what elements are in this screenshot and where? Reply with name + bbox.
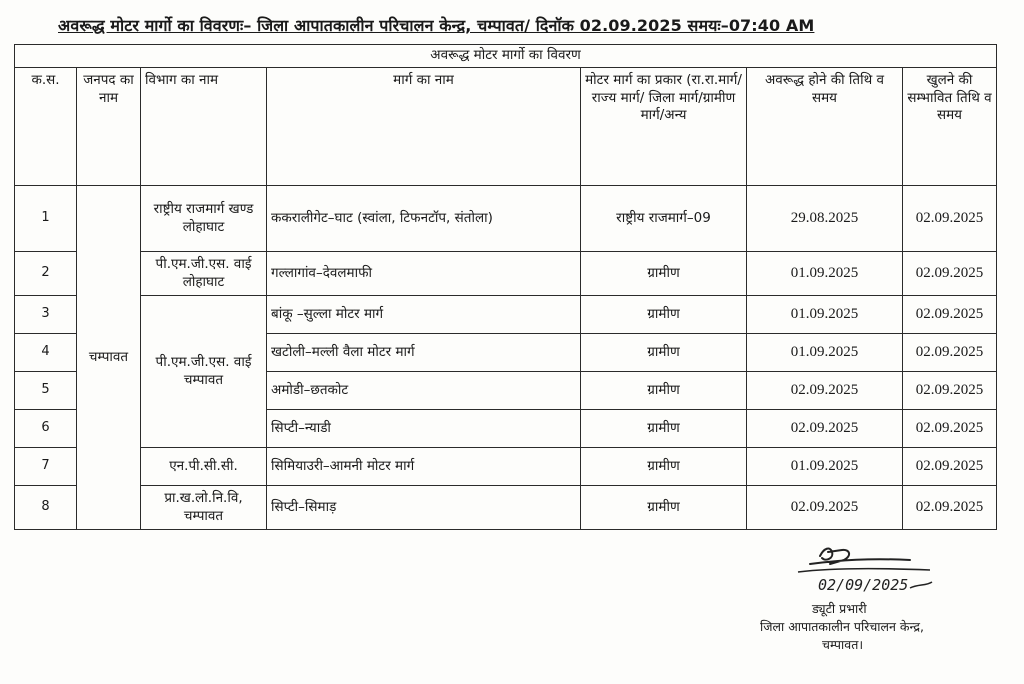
office-place: चम्पावत। bbox=[822, 637, 864, 653]
department-cell: एन.पी.सी.सी. bbox=[141, 448, 267, 486]
road-name-cell: गल्लागांव–देवलमाफी bbox=[267, 252, 581, 296]
road-type-cell: ग्रामीण bbox=[581, 252, 747, 296]
blocked-date-cell: 29.08.2025 bbox=[747, 186, 903, 252]
road-type-cell: ग्रामीण bbox=[581, 486, 747, 530]
road-name-cell: बांकू –सुल्ला मोटर मार्ग bbox=[267, 296, 581, 334]
table-caption: अवरूद्ध मोटर मार्गो का विवरण bbox=[15, 45, 997, 68]
department-cell: पी.एम.जी.एस. वाई लोहाघाट bbox=[141, 252, 267, 296]
district-cell: चम्पावत bbox=[77, 186, 141, 530]
column-header-department: विभाग का नाम bbox=[141, 68, 267, 186]
road-name-cell: सिमियाउरी–आमनी मोटर मार्ग bbox=[267, 448, 581, 486]
opening-date-cell: 02.09.2025 bbox=[903, 296, 997, 334]
page-title: अवरूद्ध मोटर मार्गो का विवरणः– जिला आपातकालीन परिचालन केन्द्र, चम्पावत/ दिनॉक 02.09.2025 समयः–07:40 AM bbox=[58, 16, 815, 35]
table-row bbox=[15, 486, 997, 530]
table-row bbox=[15, 186, 997, 252]
road-name-cell: सिप्टी–न्याडी bbox=[267, 410, 581, 448]
serial-number: 5 bbox=[15, 372, 77, 410]
opening-date-cell: 02.09.2025 bbox=[903, 334, 997, 372]
road-name-cell: खटोली–मल्ली वैला मोटर मार्ग bbox=[267, 334, 581, 372]
serial-number: 1 bbox=[15, 186, 77, 252]
serial-number: 6 bbox=[15, 410, 77, 448]
blocked-date-cell: 02.09.2025 bbox=[747, 410, 903, 448]
opening-date-cell: 02.09.2025 bbox=[903, 372, 997, 410]
department-cell: पी.एम.जी.एस. वाई चम्पावत bbox=[141, 296, 267, 448]
road-type-cell: ग्रामीण bbox=[581, 448, 747, 486]
blocked-date-cell: 01.09.2025 bbox=[747, 252, 903, 296]
road-type-cell: राष्ट्रीय राजमार्ग–09 bbox=[581, 186, 747, 252]
column-header-district: जनपद का नाम bbox=[77, 68, 141, 186]
road-type-cell: ग्रामीण bbox=[581, 296, 747, 334]
serial-number: 7 bbox=[15, 448, 77, 486]
opening-date-cell: 02.09.2025 bbox=[903, 448, 997, 486]
column-header-opening-date: खुलने की सम्भावित तिथि व समय bbox=[903, 68, 997, 186]
blocked-date-cell: 02.09.2025 bbox=[747, 372, 903, 410]
table-row bbox=[15, 296, 997, 334]
opening-date-cell: 02.09.2025 bbox=[903, 486, 997, 530]
table-row bbox=[15, 252, 997, 296]
road-name-cell: ककरालीगेट–घाट (स्वांला, टिफनटॉप, संतोला) bbox=[267, 186, 581, 252]
department-cell: राष्ट्रीय राजमार्ग खण्ड लोहाघाट bbox=[141, 186, 267, 252]
serial-number: 2 bbox=[15, 252, 77, 296]
blocked-date-cell: 02.09.2025 bbox=[747, 486, 903, 530]
blocked-date-cell: 01.09.2025 bbox=[747, 334, 903, 372]
opening-date-cell: 02.09.2025 bbox=[903, 252, 997, 296]
signature-block bbox=[760, 600, 960, 654]
column-header-road-type: मोटर मार्ग का प्रकार (रा.रा.मार्ग/राज्य मार्ग/ जिला मार्ग/ग्रामीण मार्ग/अन्य bbox=[581, 68, 747, 186]
office-name: जिला आपातकालीन परिचालन केन्द्र, bbox=[760, 619, 924, 635]
designation: ड्यूटी प्रभारी bbox=[812, 601, 867, 616]
serial-number: 4 bbox=[15, 334, 77, 372]
column-header-serial: क.स. bbox=[15, 68, 77, 186]
table-row bbox=[15, 448, 997, 486]
serial-number: 3 bbox=[15, 296, 77, 334]
opening-date-cell: 02.09.2025 bbox=[903, 410, 997, 448]
signature-date: 02/09/2025 bbox=[818, 576, 909, 594]
road-name-cell: अमोडी–छतकोट bbox=[267, 372, 581, 410]
blocked-roads-table bbox=[14, 44, 997, 530]
road-name-cell: सिप्टी–सिमाड़ bbox=[267, 486, 581, 530]
road-type-cell: ग्रामीण bbox=[581, 334, 747, 372]
road-type-cell: ग्रामीण bbox=[581, 372, 747, 410]
column-header-road-name: मार्ग का नाम bbox=[267, 68, 581, 186]
blocked-date-cell: 01.09.2025 bbox=[747, 296, 903, 334]
serial-number: 8 bbox=[15, 486, 77, 530]
column-header-blocked-date: अवरूद्ध होने की तिथि व समय bbox=[747, 68, 903, 186]
opening-date-cell: 02.09.2025 bbox=[903, 186, 997, 252]
road-type-cell: ग्रामीण bbox=[581, 410, 747, 448]
department-cell: प्रा.ख.लो.नि.वि, चम्पावत bbox=[141, 486, 267, 530]
handwritten-signature bbox=[790, 542, 940, 602]
blocked-date-cell: 01.09.2025 bbox=[747, 448, 903, 486]
